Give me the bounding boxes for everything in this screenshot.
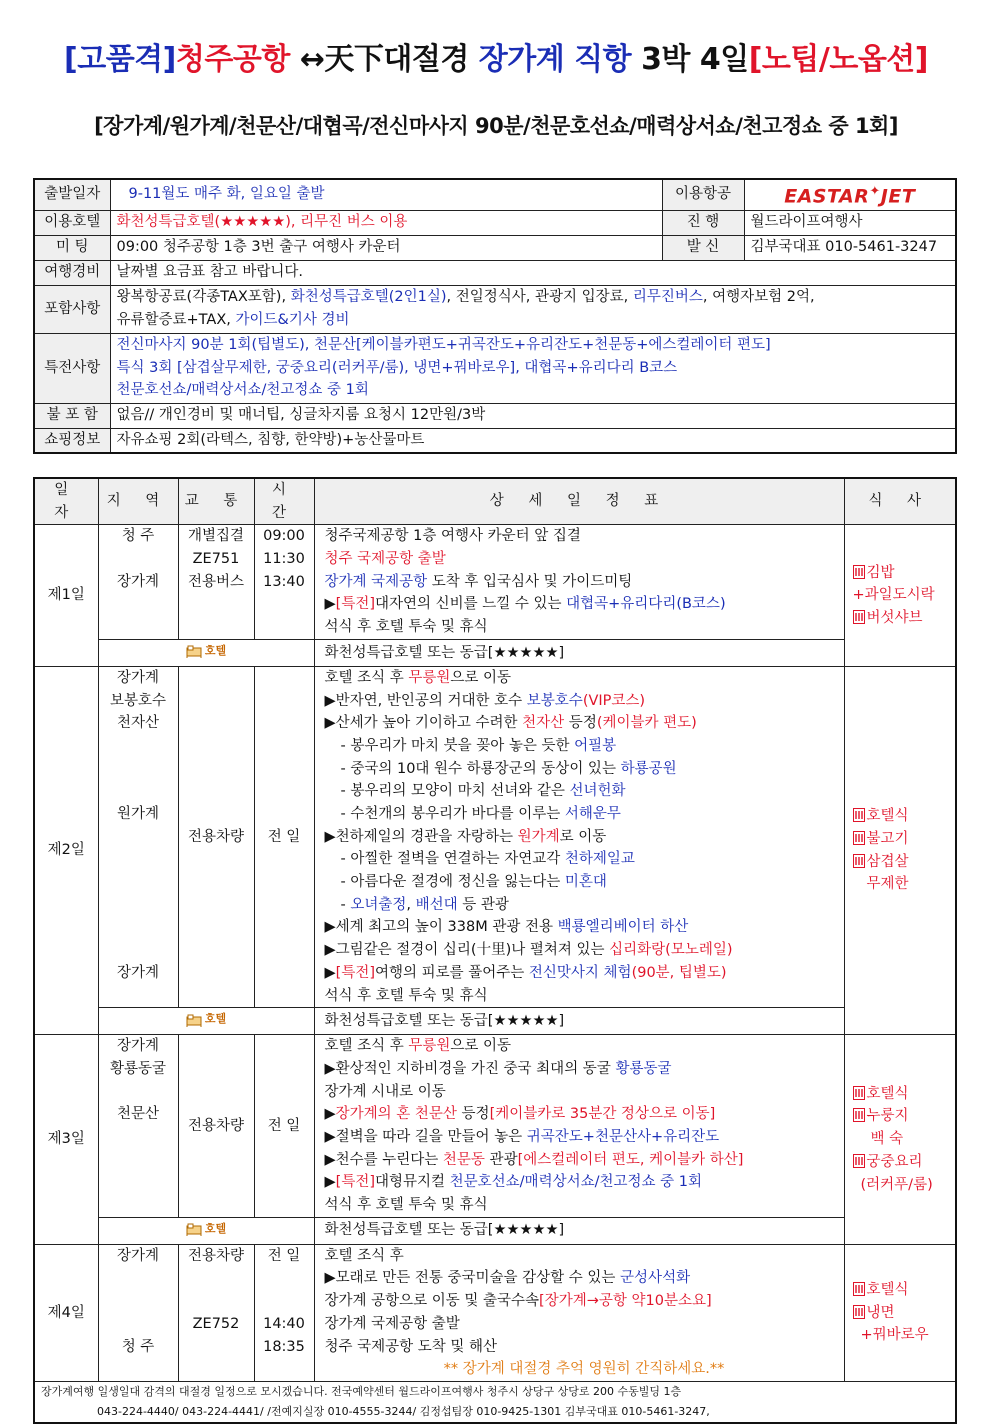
title-destination: 장가계 직항: [478, 42, 642, 77]
day3-regions: 장가계 황룡동굴 천문산: [98, 1035, 178, 1218]
meal-icon: [853, 1154, 865, 1168]
footer-row: [34, 1381, 956, 1423]
include-label: 포함사항: [34, 285, 110, 333]
day2-detail: 호텔 조식 후 무릉원으로 이동 ▶반자연, 반인공의 거대한 호수 보봉호수(VIP코스) ▶산세가 높아 기이하고 수려한 천자산 등정(케이블카 편도) - 봉우리가 마치 붓을 꽂아 놓은 듯한 어필봉 - 중국의 10대 원수 하룡장군의 동상이 있는 하룡공원 - 봉우리의 모양이 마치 선녀와 같은 선녀헌화 - 수천개의 봉우리가 바다를 이루는 서해운무 ▶천하제일의 경관을 자랑하는 원가계로 이동 - 아찔한 절벽을 연결하는 자연교각 천하제일교 - 아름다운 절경에 정신을 잃는다는 미혼대 - 오녀출정, 배선대 등 관광 ▶세계 최고의 높이 338M 관광 전용 백룡엘리베이터 하산 ▶그림같은 절경이 십리(十里)나 펼쳐져 있는 십리화랑(모노레일) ▶[특전]여행의 피로를 풀어주는 전신맛사지 체험(90분, 팁별도) 석식 후 호텔 투숙 및 휴식: [314, 666, 844, 1007]
shop-value: 자유쇼핑 2회(라텍스, 침향, 한약방)+농산물마트: [110, 428, 956, 453]
hotel-badge: 호텔: [98, 639, 314, 666]
day4-regions: 장가계 청 주: [98, 1244, 178, 1381]
meeting-value: 09:00 청주공항 1층 3번 출구 여행사 카운터: [110, 235, 662, 260]
meal-icon: [853, 610, 865, 624]
title-tag: [고품격]: [64, 42, 176, 77]
day1-hotel-row: [34, 639, 956, 666]
day3-transport: 전용차량: [178, 1035, 254, 1218]
day1-meals: 김밥 +과일도시락 버섯샤브: [844, 525, 956, 666]
footer-line2: 043-224-4440/ 043-224-4441/ /전예지실장 010-4555-3244/ 김정섭팀장 010-9425-1301 김부국대표 010-5461-3247,: [97, 1404, 710, 1418]
hotel-label: 이용호텔: [34, 210, 110, 235]
special-label: 특전사항: [34, 333, 110, 403]
info-table: [33, 178, 957, 454]
day4-times: 전 일 14:40 18:35: [254, 1244, 314, 1381]
meal-icon: [853, 1086, 865, 1100]
page-subtitle: [장가계/원가계/천문산/대협곡/전신마사지 90분/천문호선쇼/매력상서쇼/천고정쇼 중 1회]: [94, 114, 898, 138]
airline-logo: EASTAR✦JET: [744, 179, 956, 210]
day2-row: [34, 666, 956, 1007]
day2-label: 제2일: [34, 666, 98, 1034]
page-title: [0, 34, 992, 78]
day3-meals: 호텔식 누룽지 백 숙 궁중요리 (러커푸/룸): [844, 1035, 956, 1245]
sender-label: 발 신: [662, 235, 744, 260]
meal-icon: [853, 1305, 865, 1319]
hotel-icon: [186, 1222, 202, 1236]
schedule-header-row: [34, 478, 956, 525]
title-slogan: ↔天下대절경: [289, 42, 479, 77]
meal-icon: [853, 854, 865, 868]
shop-label: 쇼핑정보: [34, 428, 110, 453]
hotel-badge: 호텔: [98, 1217, 314, 1244]
day2-regions: 장가계 보봉호수 천자산 원가계 장가계: [98, 666, 178, 1007]
header-day: 일 자: [34, 478, 98, 525]
header-detail: 상 세 일 정 표: [314, 478, 844, 525]
day2-hotel-row: [34, 1008, 956, 1035]
day2-time: 전 일: [254, 666, 314, 1007]
agent-label: 진 행: [662, 210, 744, 235]
hotel-value: 화천성특급호텔(★★★★★), 리무진 버스 이용: [110, 210, 662, 235]
day3-row: [34, 1035, 956, 1218]
depart-value: 9-11월도 매주 화, 일요일 출발: [110, 179, 662, 210]
exclude-label: 불 포 함: [34, 403, 110, 428]
agent-value: 월드라이프여행사: [744, 210, 956, 235]
day3-time: 전 일: [254, 1035, 314, 1218]
day1-label: 제1일: [34, 525, 98, 666]
meeting-label: 미 팅: [34, 235, 110, 260]
header-meal: 식 사: [844, 478, 956, 525]
title-origin: 청주공항: [175, 42, 290, 77]
header-transport: 교 통: [178, 478, 254, 525]
day2-hotel-line: 화천성특급호텔 또는 동급[★★★★★]: [314, 1008, 844, 1035]
day2-meals: 호텔식 불고기 삼겹살 무제한: [844, 666, 956, 1034]
header-time: 시 간: [254, 478, 314, 525]
airline-label: 이용항공: [662, 179, 744, 210]
hotel-icon: [186, 1013, 202, 1027]
day1-row: [34, 525, 956, 639]
day1-hotel-line: 화천성특급호텔 또는 동급[★★★★★]: [314, 639, 844, 666]
day1-regions: 청 주 장가계: [98, 525, 178, 639]
depart-label: 출발일자: [34, 179, 110, 210]
day2-transport: 전용차량: [178, 666, 254, 1007]
meal-icon: [853, 1108, 865, 1122]
sender-value: 김부국대표 010-5461-3247: [744, 235, 956, 260]
cost-value: 날짜별 요금표 참고 바랍니다.: [110, 260, 956, 285]
day4-detail: 호텔 조식 후 ▶모래로 만든 전통 중국미술을 감상할 수 있는 군성사석화 장가계 공항으로 이동 및 출국수속[장가계→공항 약10분소요] 장가계 국제공항 출발 청주 국제공항 도착 및 해산 ** 장가계 대절경 추억 영원히 간직하세요.**: [314, 1244, 844, 1381]
day1-transport: 개별집결 ZE751 전용버스: [178, 525, 254, 639]
meal-icon: [853, 565, 865, 579]
day1-times: 09:00 11:30 13:40: [254, 525, 314, 639]
meal-icon: [853, 1282, 865, 1296]
day3-detail: 호텔 조식 후 무릉원으로 이동 ▶환상적인 지하비경을 가진 중국 최대의 동굴 황룡동굴 장가계 시내로 이동 ▶장가계의 혼 천문산 등정[케이블카로 35분간 정상으로 이동] ▶절벽을 따라 길을 만들어 놓은 귀곡잔도+천문산사+유리잔도 ▶천수를 누린다는 천문동 관광[에스컬레이터 편도, 케이블카 하산] ▶[특전]대형뮤지컬 천문호선쇼/매력상서쇼/천고정쇼 중 1회 석식 후 호텔 투숙 및 휴식: [314, 1035, 844, 1218]
day1-detail: 청주국제공항 1층 여행사 카운터 앞 집결 청주 국제공항 출발 장가계 국제공항 도착 후 입국심사 및 가이드미팅 ▶[특전]대자연의 신비를 느낄 수 있는 대협곡+유리다리(B코스) 석식 후 호텔 투숙 및 휴식: [314, 525, 844, 639]
day3-hotel-line: 화천성특급호텔 또는 동급[★★★★★]: [314, 1217, 844, 1244]
meal-icon: [853, 808, 865, 822]
exclude-value: 없음// 개인경비 및 매너팁, 싱글차지룸 요청시 12만원/3박: [110, 403, 956, 428]
footer-line1: 장가계여행 일생일대 감격의 대절경 일정으로 모시겠습니다. 전국예약센터 월드라이프여행사 청주시 상당구 상당로 200 수동빌딩 1층: [41, 1384, 682, 1398]
day3-hotel-row: [34, 1217, 956, 1244]
day4-row: [34, 1244, 956, 1381]
special-value: 전신마사지 90분 1회(팁별도), 천문산[케이블카편도+귀곡잔도+유리잔도+천문동+에스컬레이터 편도] 특식 3회 [삼겹살무제한, 궁중요리(러커푸/룸), 냉면+꿔바로우], 대협곡+유리다리 B코스 천문호선쇼/매력상서쇼/천고정쇼 중 1회: [110, 333, 956, 403]
header-region: 지 역: [98, 478, 178, 525]
day3-label: 제3일: [34, 1035, 98, 1245]
schedule-table: [33, 477, 957, 1424]
hotel-icon: [186, 644, 202, 658]
cost-label: 여행경비: [34, 260, 110, 285]
footer-text: [34, 1381, 956, 1423]
day4-meals: 호텔식 냉면 +꿔바로우: [844, 1244, 956, 1381]
day4-label: 제4일: [34, 1244, 98, 1381]
title-notip: [노팁/노옵션]: [748, 42, 928, 77]
title-duration: 3박 4일: [641, 42, 749, 77]
include-value: 왕복항공료(각종TAX포함), 화천성특급호텔(2인1실), 전일정식사, 관광지 입장료, 리무진버스, 여행자보험 2억, 유류할증료+TAX, 가이드&기사 경비: [110, 285, 956, 333]
meal-icon: [853, 831, 865, 845]
day4-transport: 전용차량 ZE752: [178, 1244, 254, 1381]
hotel-badge: 호텔: [98, 1008, 314, 1035]
